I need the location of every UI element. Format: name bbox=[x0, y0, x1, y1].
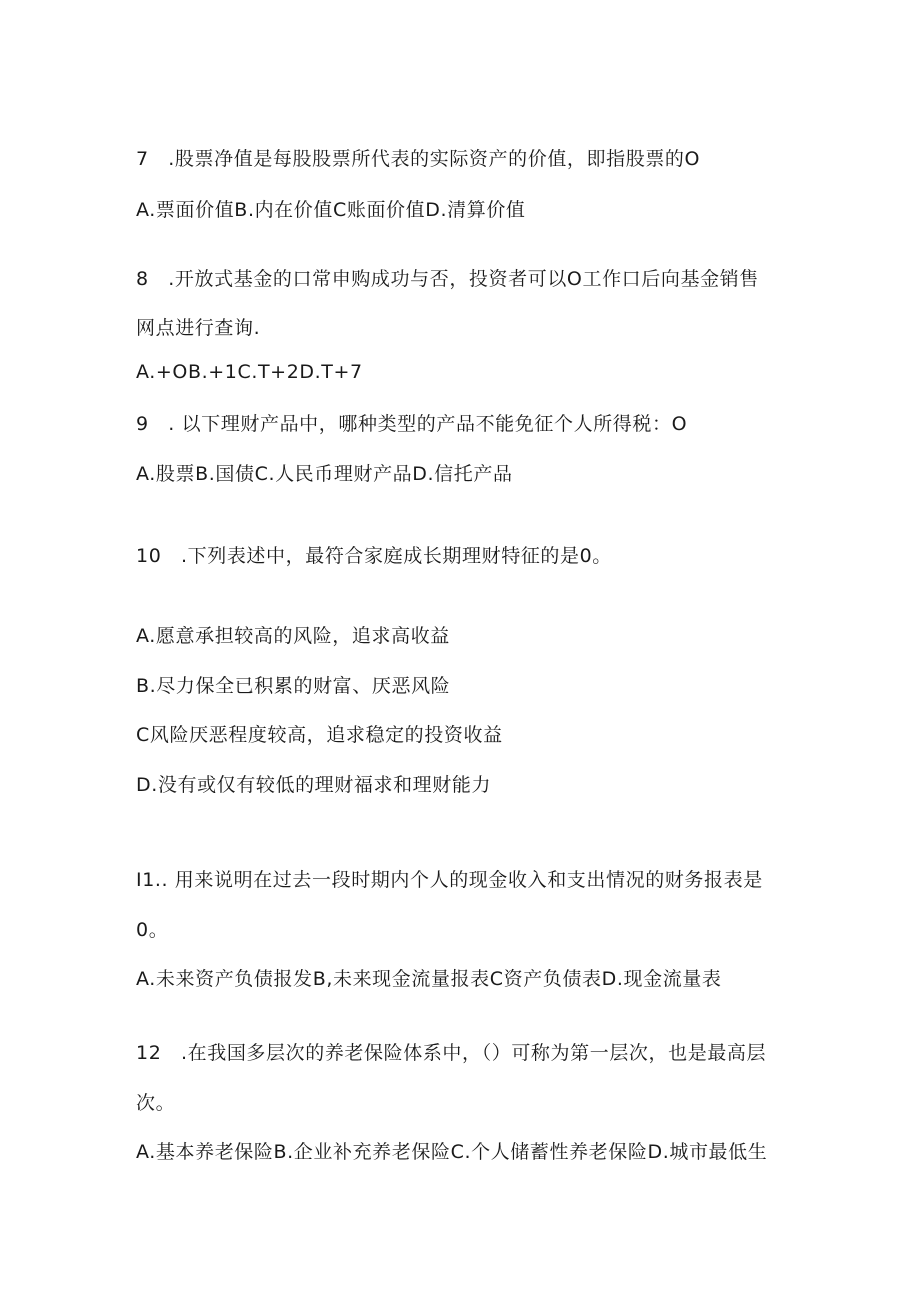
question-8-stem: 8 .开放式基金的口常申购成功与否，投资者可以O工作口后向基金销售 bbox=[136, 268, 759, 290]
question-8-stem-continued: 网点进行查询. bbox=[136, 317, 261, 339]
question-10-option-a: A.愿意承担较高的风险，追求高收益 bbox=[136, 625, 450, 647]
question-10-option-b: B.尽力保全已积累的财富、厌恶风险 bbox=[136, 675, 451, 697]
question-8-options: A.+OB.+1C.T+2D.T+7 bbox=[136, 361, 363, 383]
question-7-stem: 7 .股票净值是每股股票所代表的实际资产的价值，即指股票的O bbox=[136, 148, 701, 170]
question-11-stem-continued: 0。 bbox=[136, 919, 169, 941]
question-11-options: A.未来资产负债报发B,未来现金流量报表C资产负债表D.现金流量表 bbox=[136, 968, 722, 990]
question-7-options: A.票面价值B.内在价值C账面价值D.清算价值 bbox=[136, 199, 526, 221]
question-11-stem: I1.. 用来说明在过去一段时期内个人的现金收入和支出情况的财务报表是 bbox=[136, 869, 763, 891]
question-12-options: A.基本养老保险B.企业补充养老保险C.个人储蓄性养老保险D.城市最低生 bbox=[136, 1141, 768, 1163]
question-12-stem-continued: 次。 bbox=[136, 1092, 176, 1114]
question-10-option-d: D.没有或仅有较低的理财福求和理财能力 bbox=[136, 774, 492, 796]
question-10-stem: 10 .下列表述中，最符合家庭成长期理财特征的是0。 bbox=[136, 545, 612, 567]
question-9-options: A.股票B.国债C.人民币理财产品D.信托产品 bbox=[136, 463, 513, 485]
question-10-option-c: C风险厌恶程度较高，追求稳定的投资收益 bbox=[136, 724, 503, 746]
question-9-stem: 9 . 以下理财产品中，哪种类型的产品不能免征个人所得税：O bbox=[136, 413, 688, 435]
question-12-stem: 12 .在我国多层次的养老保险体系中，（）可称为第一层次，也是最高层 bbox=[136, 1042, 767, 1064]
